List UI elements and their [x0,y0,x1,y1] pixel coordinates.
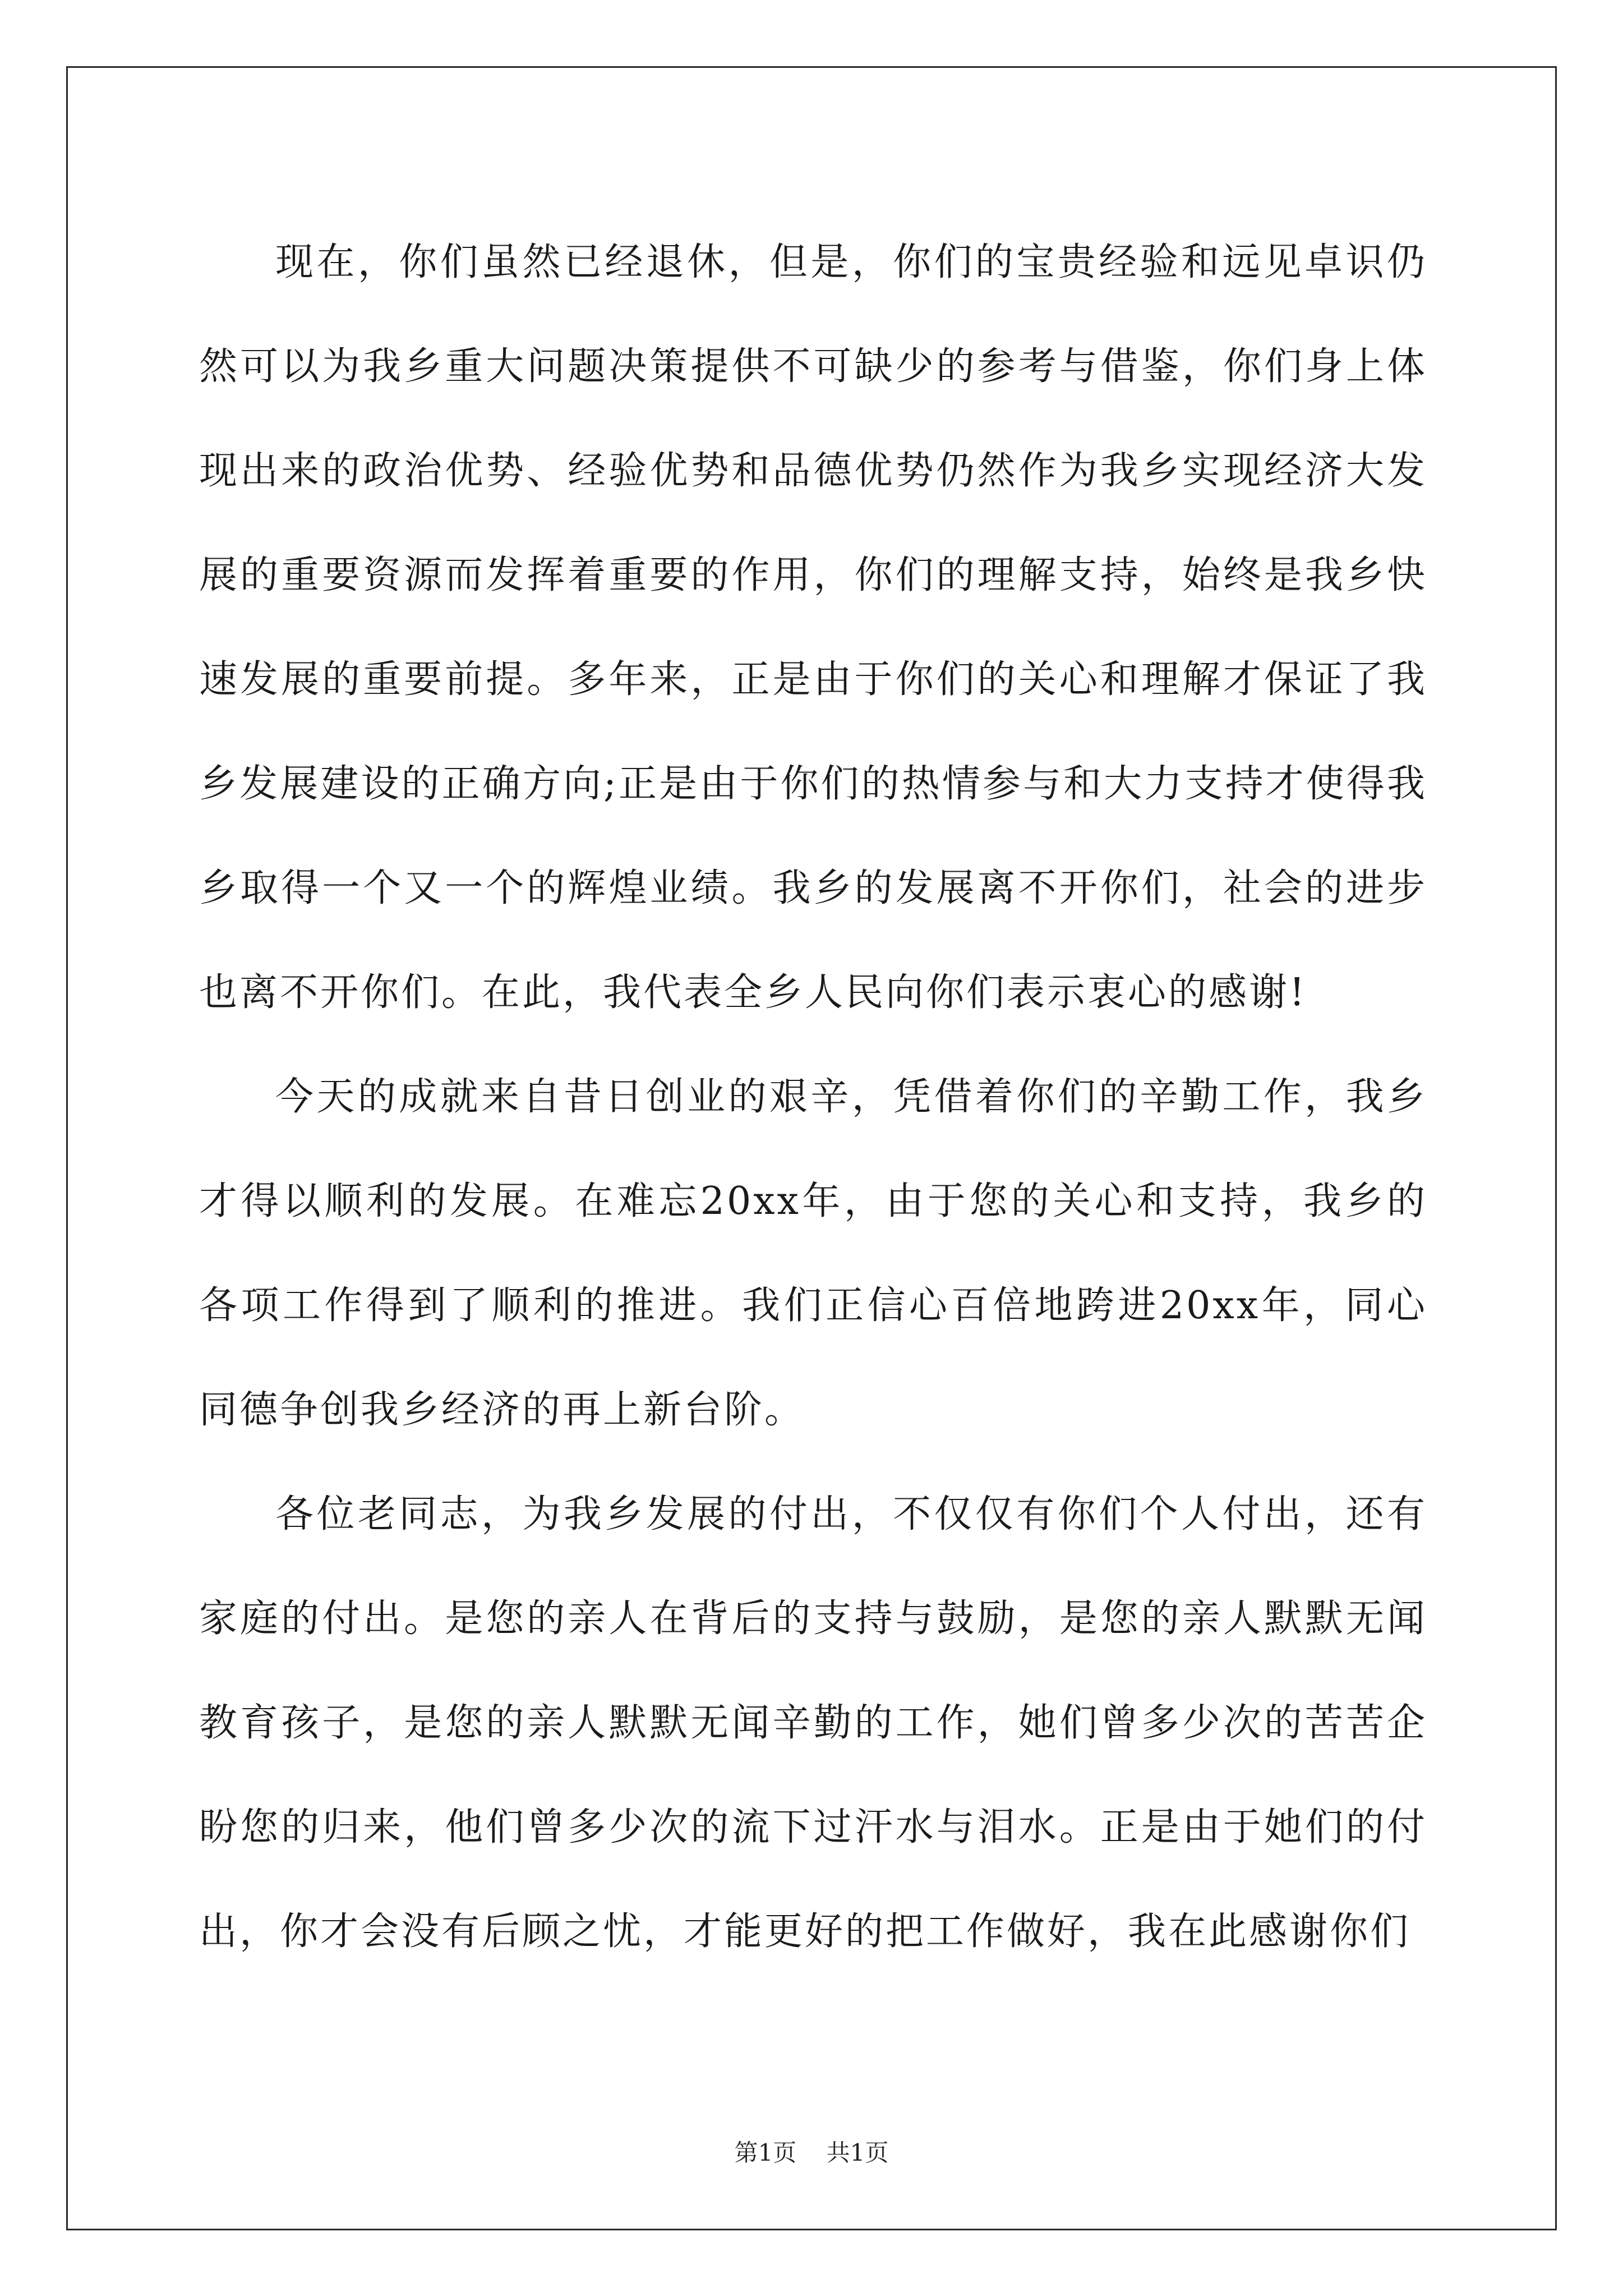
document-body [199,210,1427,1984]
paragraph-1: 现在，你们虽然已经退休，但是，你们的宝贵经验和远见卓识仍然可以为我乡重大问题决策提供不可缺少的参考与借鉴，你们身上体现出来的政治优势、经验优势和品德优势仍然作为我乡实现经济大发展的重要资源而发挥着重要的作用，你们的理解支持，始终是我乡快速发展的重要前提。多年来，正是由于你们的关心和理解才保证了我乡发展建设的正确方向;正是由于你们的热情参与和大力支持才使得我乡取得一个又一个的辉煌业绩。我乡的发展离不开你们，社会的进步也离不开你们。在此，我代表全乡人民向你们表示衷心的感谢! [199,240,1427,1015]
page-footer [0,2134,1623,2168]
paragraph-3: 各位老同志，为我乡发展的付出，不仅仅有你们个人付出，还有家庭的付出。是您的亲人在背后的支持与鼓励，是您的亲人默默无闻教育孩子，是您的亲人默默无闻辛勤的工作，她们曾多少次的苦苦企盼您的归来，他们曾多少次的流下过汗水与泪水。正是由于她们的付出，你才会没有后顾之忧，才能更好的把工作做好，我在此感谢你们 [199,1492,1427,1954]
page-number-total: 共1页 [826,2139,889,2166]
page-number-current: 第1页 [734,2139,797,2166]
paragraph-2: 今天的成就来自昔日创业的艰辛，凭借着你们的辛勤工作，我乡才得以顺利的发展。在难忘20xx年，由于您的关心和支持，我乡的各项工作得到了顺利的推进。我们正信心百倍地跨进20xx年，同心同德争创我乡经济的再上新台阶。 [199,1075,1427,1432]
